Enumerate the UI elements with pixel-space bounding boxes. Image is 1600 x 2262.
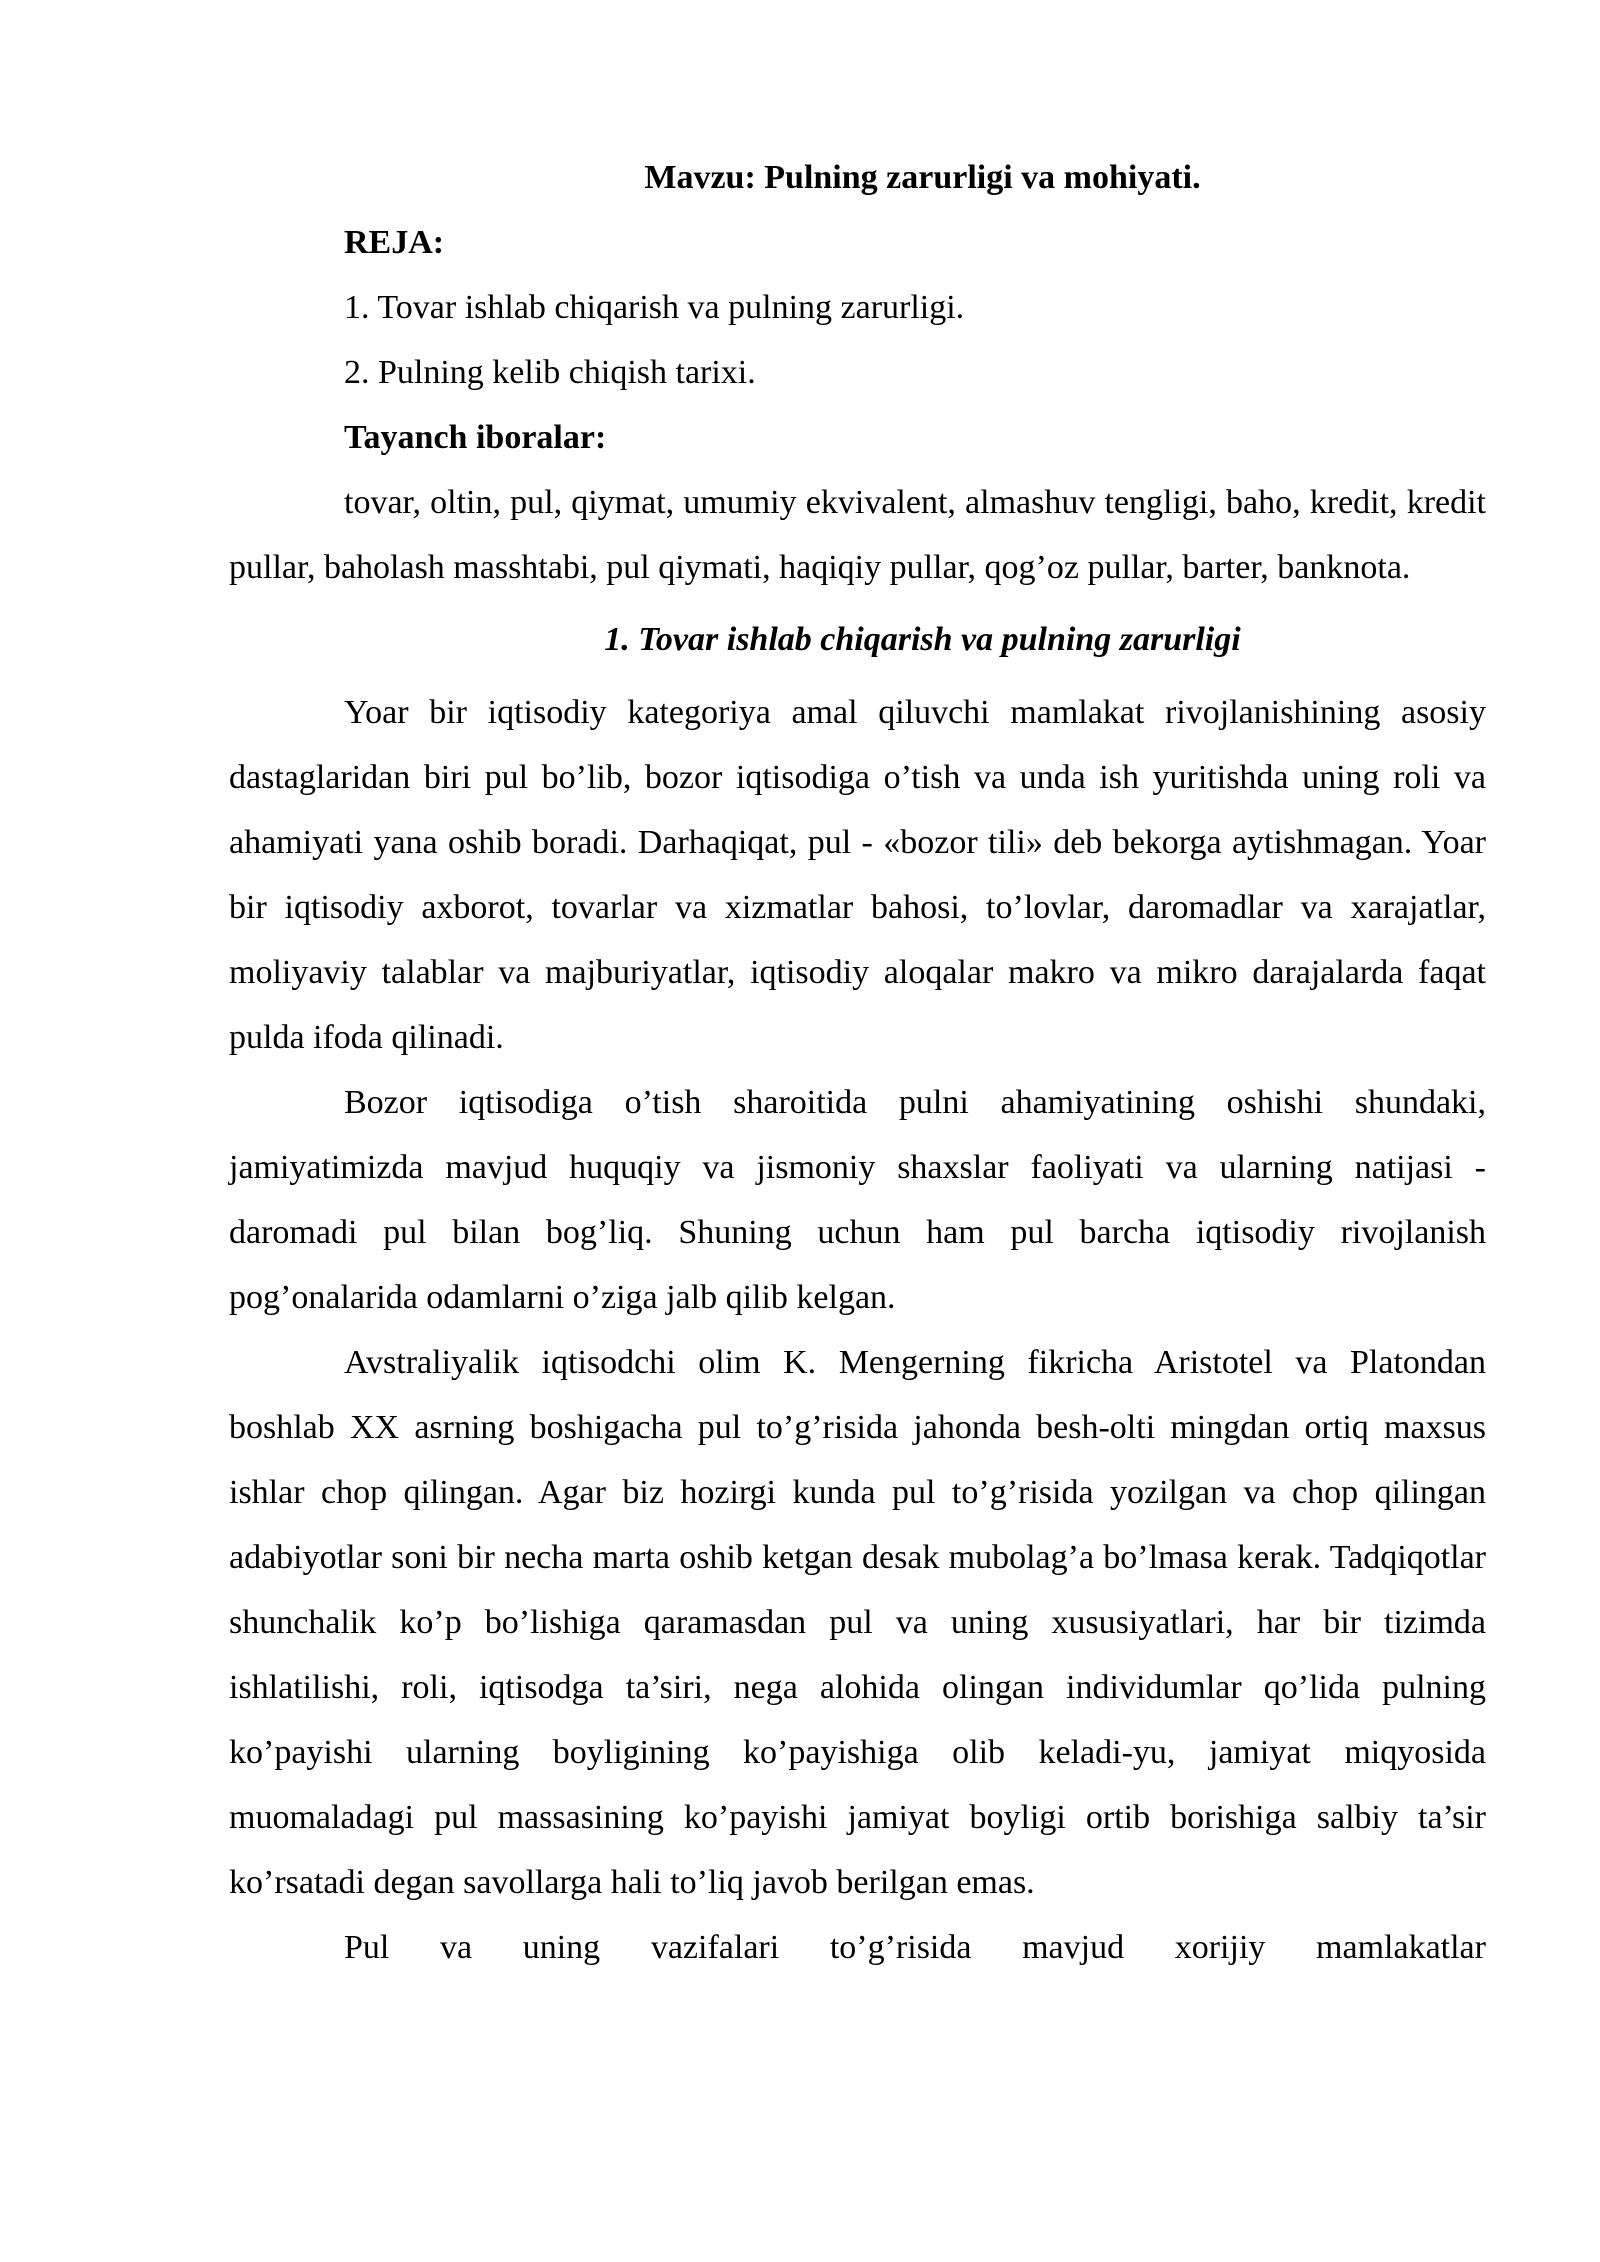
plan-item: 2. Pulning kelib chiqish tarixi. [344,354,756,391]
body-paragraph: Avstraliyalik iqtisodchi olim K. Mengerning fikricha Aristotel va Platondan boshlab XX asrning boshigacha pul to’g’risida jahonda besh-olti mingdan ortiq maxsus ishlar chop qilingan. Agar biz hozirgi kunda pul to’g’risida yozilgan va chop qilingan adabiyotlar soni bir necha marta oshib ketgan desak mubolag’a bo’lmasa kerak. Tadqiqotlar shunchalik ko’p bo’lishiga qaramasdan pul va uning xususiyatlari, har bir tizimda ishlatilishi, roli, iqtisodga ta’siri, nega alohida olingan individumlar qo’lida pulning ko’payishi ularning boyligining ko’payishiga olib keladi-yu, jamiyat miqyosida muomaladagi pul massasining ko’payishi jamiyat boyligi ortib borishiga salbiy ta’sir ko’rsatadi degan savollarga hali to’liq javob berilgan emas. [229,1344,1486,1901]
document-title: Mavzu: Pulning zarurligi va mohiyati. [644,159,1201,196]
keywords-heading: Tayanch iboralar: [344,419,607,456]
word: mamlakatlar [1316,1929,1486,1966]
body-paragraph-start [229,1915,1486,1980]
keywords-text: tovar, oltin, pul, qiymat, umumiy ekvivalent, almashuv tengligi, baho, kredit, kredit pullar, baholash masshtabi, pul qiymati, haqiqiy pullar, qog’oz pullar, barter, banknota. [229,484,1486,586]
word: va [440,1929,473,1966]
word: xorijiy [1174,1929,1266,1966]
word: uning [522,1929,601,1966]
plan-item: 1. Tovar ishlab chiqarish va pulning zarurligi. [344,289,965,326]
word: vazifalari [650,1929,780,1966]
plan-heading: REJA: [344,224,445,261]
word: Pul [344,1929,390,1966]
word: to’g’risida [829,1929,972,1966]
body-paragraph: Yoar bir iqtisodiy kategoriya amal qiluvchi mamlakat rivojlanishining asosiy dastaglaridan biri pul bo’lib, bozor iqtisodiga o’tish va unda ish yuritishda uning roli va ahamiyati yana oshib boradi. Darhaqiqat, pul - «bozor tili» deb bekorga aytishmagan. Yoar bir iqtisodiy axborot, tovarlar va xizmatlar bahosi, to’lovlar, daromadlar va xarajatlar, moliyaviy talablar va majburiyatlar, iqtisodiy aloqalar makro va mikro darajalarda faqat pulda ifoda qilinadi. [229,694,1486,1056]
document-body [229,145,1486,1980]
body-paragraph: Bozor iqtisodiga o’tish sharoitida pulni ahamiyatining oshishi shundaki, jamiyatimizda mavjud huquqiy va jismoniy shaxslar faoliyati va ularning natijasi - daromadi pul bilan bog’liq. Shuning uchun ham pul barcha iqtisodiy rivojlanish pog’onalarida odamlarni o’ziga jalb qilib kelgan. [229,1084,1486,1316]
word: mavjud [1022,1929,1125,1966]
section-title: 1. Tovar ishlab chiqarish va pulning zarurligi [604,621,1241,658]
